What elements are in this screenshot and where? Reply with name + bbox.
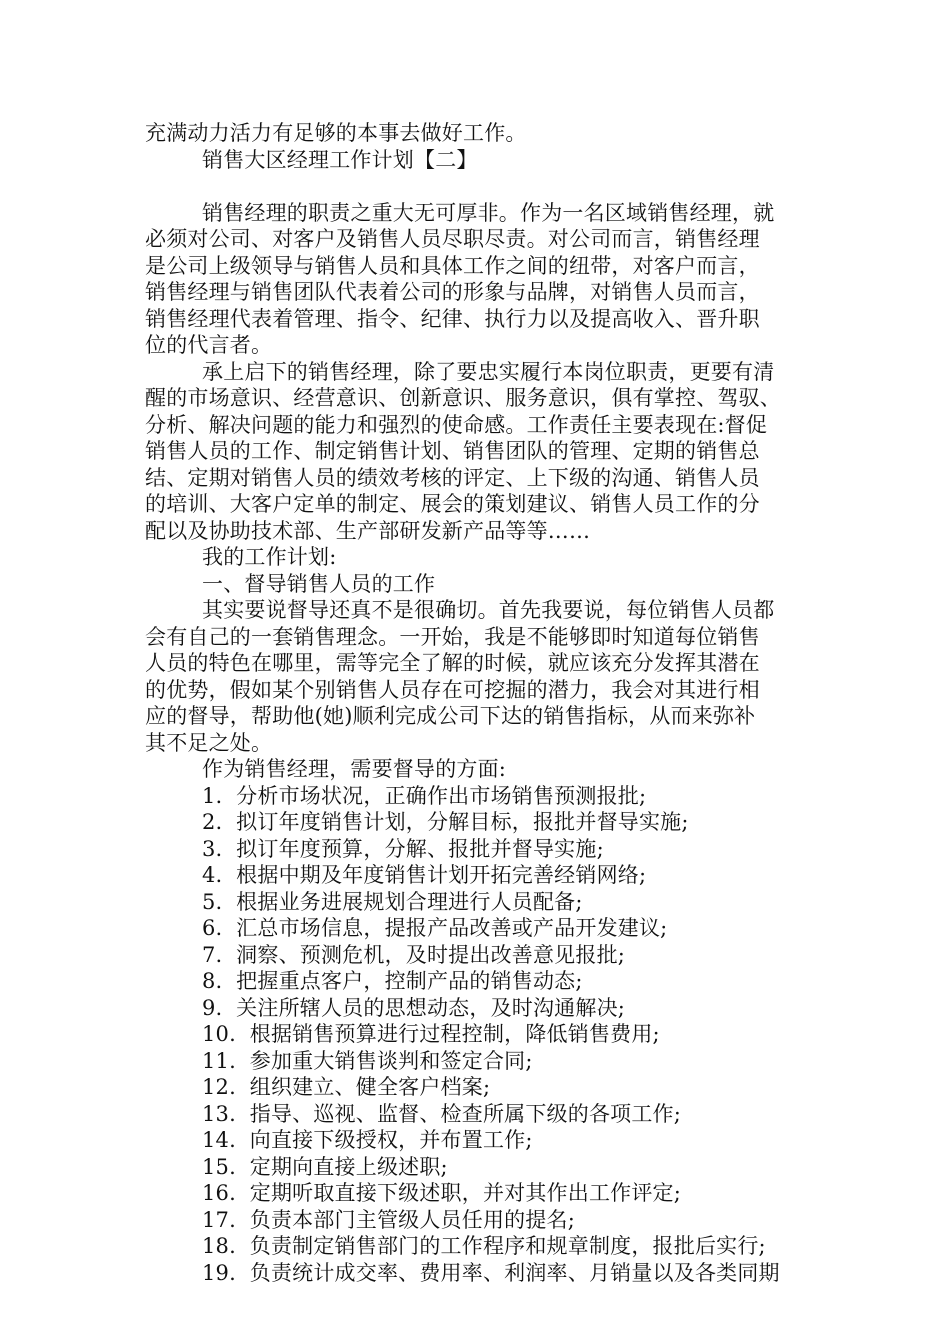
paragraph-line: 充满动力活力有足够的本事去做好工作。 [145,121,527,145]
list-item: 3. 拟订年度预算，分解、报批并督导实施; [202,836,604,861]
paragraph-line: 销售人员的工作、制定销售计划、销售团队的管理、定期的销售总 [145,439,760,463]
list-item: 14. 向直接下级授权，并布置工作; [202,1128,533,1152]
list-item: 12. 组织建立、健全客户档案; [202,1075,491,1099]
paragraph-line: 必须对公司、对客户及销售人员尽职尽责。对公司而言，销售经理 [145,227,760,251]
list-item: 17. 负责本部门主管级人员任用的提名; [202,1207,576,1232]
list-item: 5. 根据业务进展规划合理进行人员配备; [202,889,583,914]
paragraph-supervision [145,597,820,756]
list-item: 6. 汇总市场信息，提报产品改善或产品开发建议; [202,916,668,940]
paragraph-line: 人员的特色在哪里，需等完全了解的时候，就应该充分发挥其潜在 [145,651,760,675]
list-item: 4. 根据中期及年度销售计划开拓完善经销网络; [202,863,647,887]
list-item: 15. 定期向直接上级述职; [202,1154,448,1179]
paragraph-line: 醒的市场意识、经营意识、创新意识、服务意识，俱有掌控、驾驭、 [145,386,781,410]
duties-list [145,783,820,1287]
paragraph-line: 分析、解决问题的能力和强烈的使命感。工作责任主要表现在:督促 [145,412,768,437]
paragraph-line: 配以及协助技术部、生产部研发新产品等等…… [145,518,591,543]
paragraph-line: 销售经理的职责之重大无可厚非。作为一名区域销售经理，就 [202,200,775,225]
list-item: 19. 负责统计成交率、费用率、利润率、月销量以及各类同期 [202,1260,780,1285]
paragraph-line: 结、定期对销售人员的绩效考核的评定、上下级的沟通、销售人员 [145,465,760,490]
list-item: 18. 负责制定销售部门的工作程序和规章制度，报批后实行; [202,1234,766,1258]
list-item: 7. 洞察、预测危机，及时提出改善意见报批; [202,942,626,967]
list-item: 11. 参加重大销售谈判和签定合同; [202,1048,533,1073]
list-item: 13. 指导、巡视、监督、检查所属下级的各项工作; [202,1101,682,1126]
blank-line [145,173,820,200]
plan-heading: 我的工作计划: [202,545,337,569]
paragraph-role-description [145,200,820,359]
paragraph-line: 会有自己的一套销售理念。一开始，我是不能够即时知道每位销售 [145,624,760,649]
paragraph-line: 是公司上级领导与销售人员和具体工作之间的纽带，对客户而言， [145,253,760,278]
list-item: 16. 定期听取直接下级述职，并对其作出工作评定; [202,1181,682,1205]
list-item: 2. 拟订年度销售计划，分解目标，报批并督导实施; [202,810,689,834]
paragraph-responsibilities [145,359,820,545]
paragraph-line: 的培训、大客户定单的制定、展会的策划建议、销售人员工作的分 [145,492,760,516]
paragraph-line: 位的代言者。 [145,333,273,357]
paragraph-line: 的优势，假如某个别销售人员存在可挖掘的潜力，我会对其进行相 [145,677,760,702]
sub-heading: 一、督导销售人员的工作 [202,571,436,596]
document-body [145,120,820,1286]
paragraph-line: 销售经理代表着管理、指令、纪律、执行力以及提高收入、晋升职 [145,306,760,331]
list-item: 8. 把握重点客户，控制产品的销售动态; [202,969,583,993]
paragraph-line: 其实要说督导还真不是很确切。首先我要说，每位销售人员都 [202,598,775,622]
paragraph-line: 承上启下的销售经理，除了要忠实履行本岗位职责，更要有清 [202,359,775,384]
list-item: 1. 分析市场状况，正确作出市场销售预测报批; [202,783,647,808]
list-heading: 作为销售经理，需要督导的方面: [202,757,507,781]
paragraph-line: 销售经理与销售团队代表着公司的形象与品牌，对销售人员而言， [145,280,760,304]
list-item: 9. 关注所辖人员的思想动态，及时沟通解决; [202,995,626,1020]
section-title: 销售大区经理工作计划【二】 [202,147,478,172]
list-item: 10. 根据销售预算进行过程控制，降低销售费用; [202,1022,660,1046]
paragraph-line: 应的督导，帮助他(她)顺利完成公司下达的销售指标，从而来弥补 [145,704,756,728]
paragraph-line: 其不足之处。 [145,730,273,755]
